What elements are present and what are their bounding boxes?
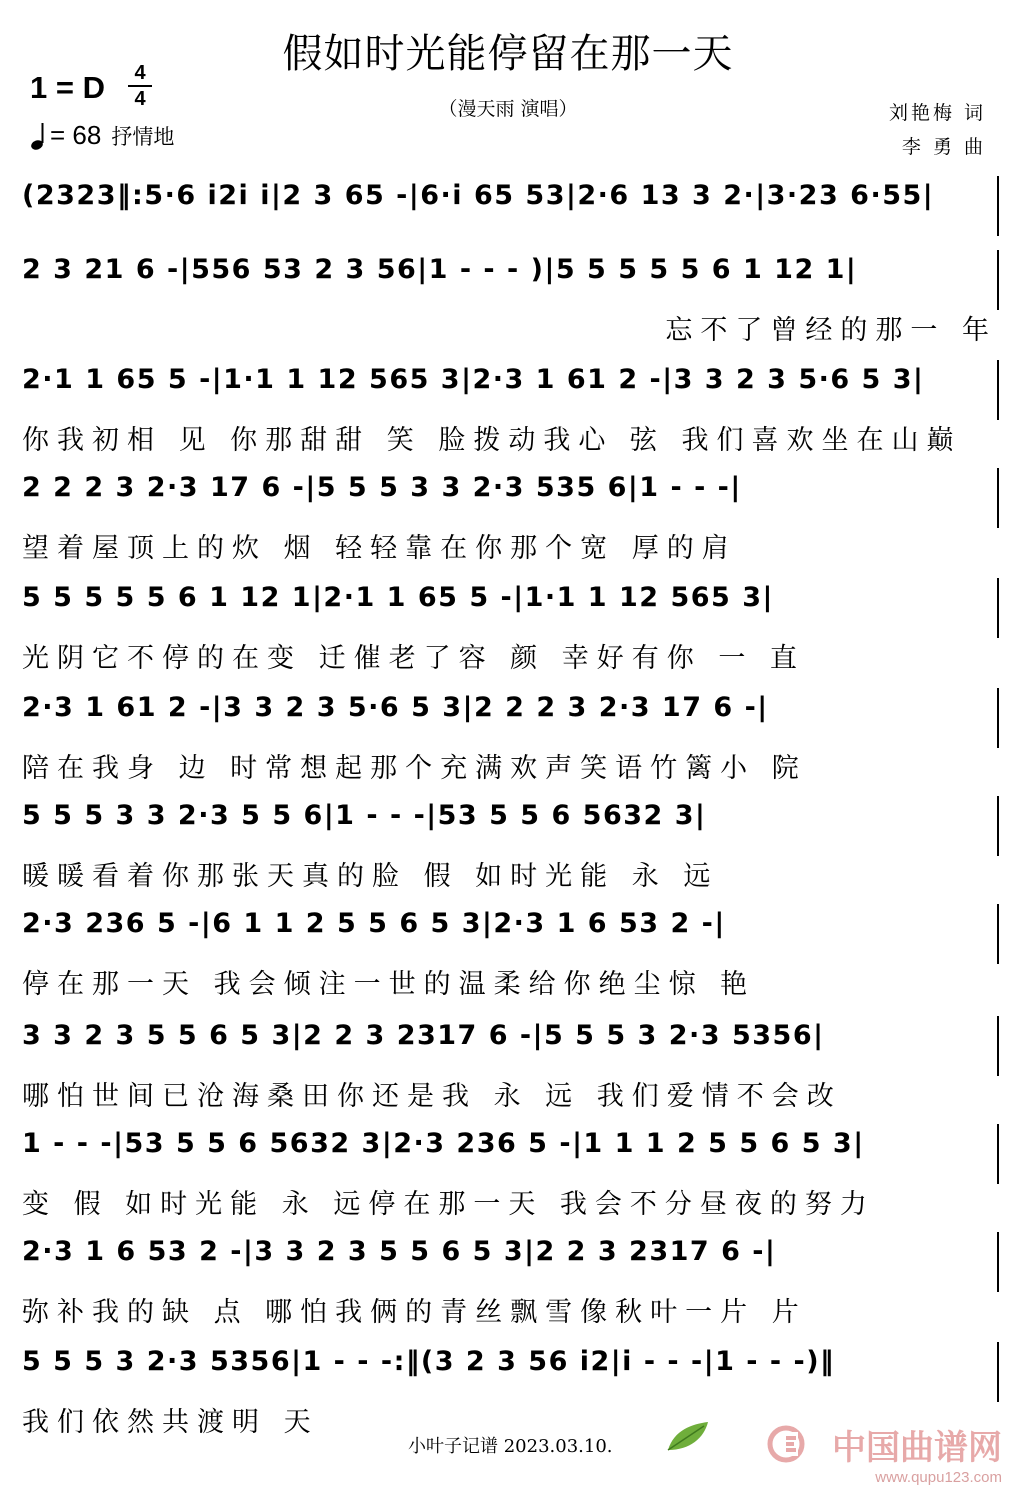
notation-line: 2·1 1 65 5 -|1·1 1 12 565 3|2·3 1 61 2 -|3 3 2 3 5·6 5 3|: [22, 360, 999, 420]
notation-line: 5 5 5 3 3 2·3 5 5 6|1 - - -|53 5 5 6 5632 3|: [22, 796, 999, 856]
notation-line: 2·3 1 6 53 2 -|3 3 2 3 5 5 6 5 3|2 2 3 2317 6 -|: [22, 1232, 999, 1292]
logo-url: www.qupu123.com: [875, 1469, 1002, 1486]
credits: [889, 96, 986, 164]
lyrics-line: 变 假 如时光能 永 远停在那一天 我会不分昼夜的努力: [22, 1189, 875, 1220]
song-title: 假如时光能停留在那一天: [282, 31, 734, 77]
lyrics-line: 望着屋顶上的炊 烟 轻轻靠在你那个宽 厚的肩: [22, 533, 737, 564]
meter-divider: [128, 85, 152, 87]
meter-bottom: 4: [134, 88, 146, 110]
lyricist-credit: 刘艳梅 词: [888, 102, 986, 124]
notation-line: 5 5 5 3 2·3 5356|1 - - -:‖(3 2 3 56 i2|i - - -|1 - - -)‖: [22, 1342, 999, 1402]
notation-line: 2·3 236 5 -|6 1 1 2 5 5 6 5 3|2·3 1 6 53 2 -|: [22, 904, 999, 964]
leaf-icon: [664, 1420, 710, 1454]
notation-line: 2 3 21 6 -|556 53 2 3 56|1 - - - )|5 5 5 5 5 6 1 12 1|: [22, 250, 999, 310]
tempo-expression: 抒情地: [111, 124, 175, 149]
quarter-note-icon: [30, 121, 46, 151]
tempo-value: = 68: [50, 120, 102, 150]
lyrics-line: 暖暖看着你那张天真的脸 假 如时光能 永 远: [22, 861, 719, 892]
key-signature: 1 = D: [30, 70, 105, 105]
notation-line: (2323‖:5·6 i2i i|2 3 65 -|6·i 65 53|2·6 13 3 2·|3·23 6·55|: [22, 176, 999, 236]
lyrics-line: 停在那一天 我会倾注一世的温柔给你绝尘惊 艳: [22, 969, 756, 1000]
lyrics-line: 弥补我的缺 点 哪怕我俩的青丝飘雪像秋叶一片 片: [22, 1297, 807, 1328]
singer-credit: （漫天雨 演唱）: [438, 98, 578, 120]
composer-credit: 李 勇 曲: [901, 136, 986, 158]
notation-line: 3 3 2 3 5 5 6 5 3|2 2 3 2317 6 -|5 5 5 3 2·3 5356|: [22, 1016, 999, 1076]
logo-brand: 中国曲谱网: [832, 1428, 1002, 1468]
logo-mark-icon: [766, 1424, 806, 1464]
lyrics-line: 我们依然共渡明 天: [22, 1407, 319, 1438]
lyrics-line: 你我初相 见 你那甜甜 笑 脸拨动我心 弦 我们喜欢坐在山巅: [22, 425, 962, 456]
meter-top: 4: [134, 62, 146, 84]
lyrics-line: 哪怕世间已沧海桑田你还是我 永 远 我们爱情不会改: [22, 1081, 842, 1112]
lyrics-line: 陪在我身 边 时常想起那个充满欢声笑语竹篱小 院: [22, 753, 807, 784]
notation-line: 5 5 5 5 5 6 1 12 1|2·1 1 65 5 -|1·1 1 12 565 3|: [22, 578, 999, 638]
notation-line: 1 - - -|53 5 5 6 5632 3|2·3 236 5 -|1 1 1 2 5 5 6 5 3|: [22, 1124, 999, 1184]
lyrics-line: 忘不了曾经的那一 年: [665, 315, 997, 346]
notation-line: 2·3 1 61 2 -|3 3 2 3 5·6 5 3|2 2 2 3 2·3 17 6 -|: [22, 688, 999, 748]
time-signature: [128, 62, 152, 110]
tempo-marking: [30, 120, 174, 151]
notation-line: 2 2 2 3 2·3 17 6 -|5 5 5 3 3 2·3 535 6|1 - - -|: [22, 468, 999, 528]
lyrics-line: 光阴它不停的在变 迁催老了容 颜 幸好有你 一 直: [22, 643, 805, 674]
site-logo: [832, 1420, 1002, 1486]
transcriber-footer: 小叶子记谱 2023.03.10.: [408, 1436, 613, 1457]
